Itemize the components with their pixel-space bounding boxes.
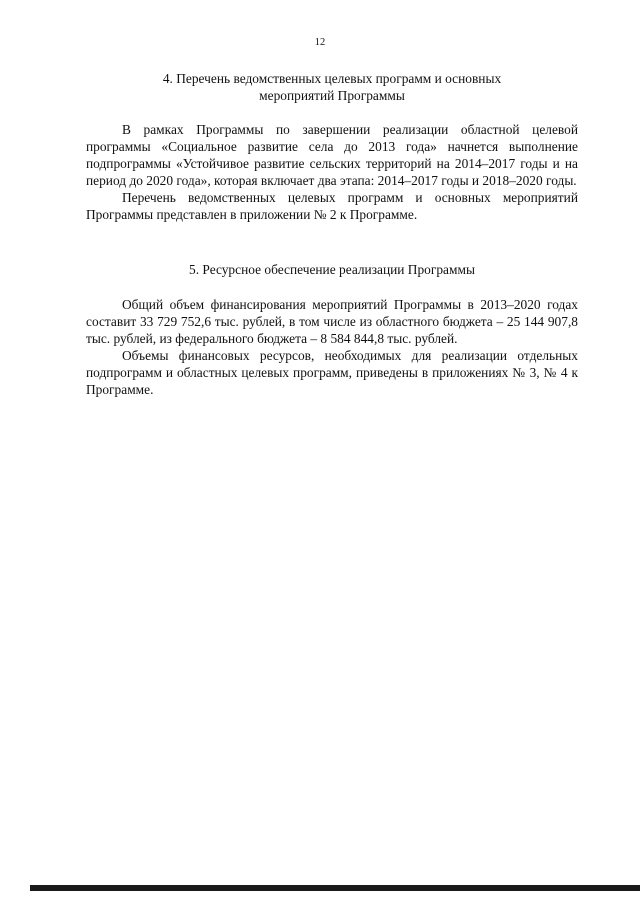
section-5-body bbox=[86, 296, 578, 398]
section-5-heading-block bbox=[86, 261, 578, 278]
section-4-heading-block bbox=[86, 70, 578, 104]
section-4-body bbox=[86, 121, 578, 223]
bottom-scan-border bbox=[30, 885, 640, 891]
section-4-paragraph-1: В рамках Программы по завершении реализации областной целевой программы «Социальное развитие села до 2013 года» начнется выполнение подпрограммы «Устойчивое развитие сельских территорий на 2014–2017 годы и на период до 2020 года», которая включает два этапа: 2014–2017 годы и 2018–2020 годы. bbox=[86, 122, 578, 188]
section-5-paragraph-2: Объемы финансовых ресурсов, необходимых для реализации отдельных подпрограмм и областных целевых программ, приведены в приложениях № 3, № 4 к Программе. bbox=[86, 348, 578, 397]
page-number: 12 bbox=[314, 37, 326, 48]
section-5-heading: 5. Ресурсное обеспечение реализации Программы bbox=[189, 262, 475, 277]
section-4-heading: 4. Перечень ведомственных целевых программ и основных мероприятий Программы bbox=[162, 71, 502, 103]
section-5-paragraph-1: Общий объем финансирования мероприятий Программы в 2013–2020 годах составит 33 729 752,6 тыс. рублей, в том числе из областного бюджета – 25 144 907,8 тыс. рублей, из федерального бюджета – 8 584 844,8 тыс. рублей. bbox=[86, 297, 578, 346]
section-4-paragraph-2: Перечень ведомственных целевых программ и основных мероприятий Программы представлен в приложении № 2 к Программе. bbox=[86, 190, 578, 222]
